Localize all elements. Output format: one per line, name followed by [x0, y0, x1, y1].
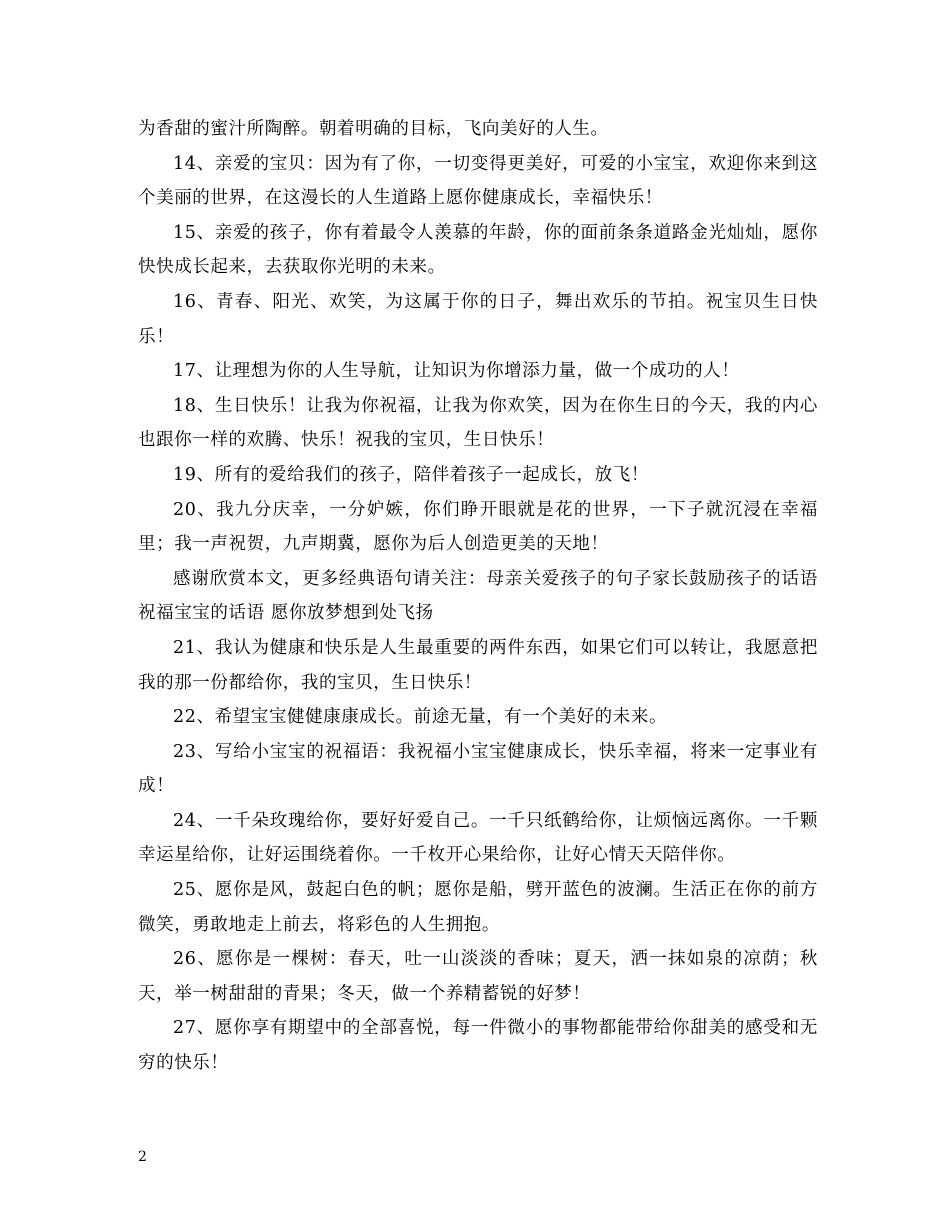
paragraph-16: 16、青春、阳光、欢笑，为这属于你的日子，舞出欢乐的节拍。祝宝贝生日快乐！ — [138, 291, 818, 347]
paragraph-continuation: 为香甜的蜜汁所陶醉。朝着明确的目标，飞向美好的人生。 — [138, 119, 609, 139]
paragraph-19: 19、所有的爱给我们的孩子，陪伴着孩子一起成长，放飞！ — [173, 464, 649, 485]
paragraph-related-links: 感谢欣赏本文，更多经典语句请关注：母亲关爱孩子的句子家长鼓励孩子的话语 祝福宝宝的话语 愿你放梦想到处飞扬 — [138, 568, 818, 624]
paragraph-15: 15、亲爱的孩子，你有着最令人羡慕的年龄，你的面前条条道路金光灿灿，愿你快快成长起来，去获取你光明的未来。 — [138, 222, 818, 278]
paragraph-20: 20、我九分庆幸，一分妒嫉，你们睁开眼就是花的世界，一下子就沉浸在幸福里；我一声祝贺，九声期冀，愿你为后人创造更美的天地！ — [138, 499, 818, 555]
paragraph-17: 17、让理想为你的人生导航，让知识为你增添力量，做一个成功的人！ — [173, 361, 740, 382]
paragraph-26: 26、愿你是一棵树：春天，吐一山淡淡的香味；夏天，洒一抹如泉的凉荫；秋天，举一树甜甜的青果；冬天，做一个养精蓄锐的好梦！ — [138, 949, 818, 1004]
paragraph-14: 14、亲爱的宝贝：因为有了你，一切变得更美好，可爱的小宝宝，欢迎你来到这个美丽的世界，在这漫长的人生道路上愿你健康成长，幸福快乐！ — [138, 153, 818, 209]
paragraph-21: 21、我认为健康和快乐是人生最重要的两件东西，如果它们可以转让，我愿意把我的那一份都给你，我的宝贝，生日快乐！ — [138, 637, 818, 693]
paragraph-22: 22、希望宝宝健健康康成长。前途无量，有一个美好的未来。 — [173, 707, 668, 728]
paragraph-25: 25、愿你是风，鼓起白色的帆；愿你是船，劈开蓝色的波澜。生活正在你的前方微笑，勇敢地走上前去，将彩色的人生拥抱。 — [138, 880, 818, 935]
paragraph-18: 18、生日快乐！让我为你祝福，让我为你欢笑，因为在你生日的今天，我的内心也跟你一样的欢腾、快乐！祝我的宝贝，生日快乐！ — [138, 395, 818, 451]
paragraph-27: 27、愿你享有期望中的全部喜悦，每一件微小的事物都能带给你甜美的感受和无穷的快乐！ — [138, 1018, 818, 1074]
body-text — [138, 112, 818, 1081]
page-number: 2 — [138, 1149, 147, 1165]
paragraph-23: 23、写给小宝宝的祝福语：我祝福小宝宝健康成长，快乐幸福，将来一定事业有成！ — [138, 741, 818, 797]
paragraph-24: 24、一千朵玫瑰给你，要好好爱自己。一千只纸鹤给你，让烦恼远离你。一千颗幸运星给你，让好运围绕着你。一千枚开心果给你，让好心情天天陪伴你。 — [138, 810, 818, 866]
